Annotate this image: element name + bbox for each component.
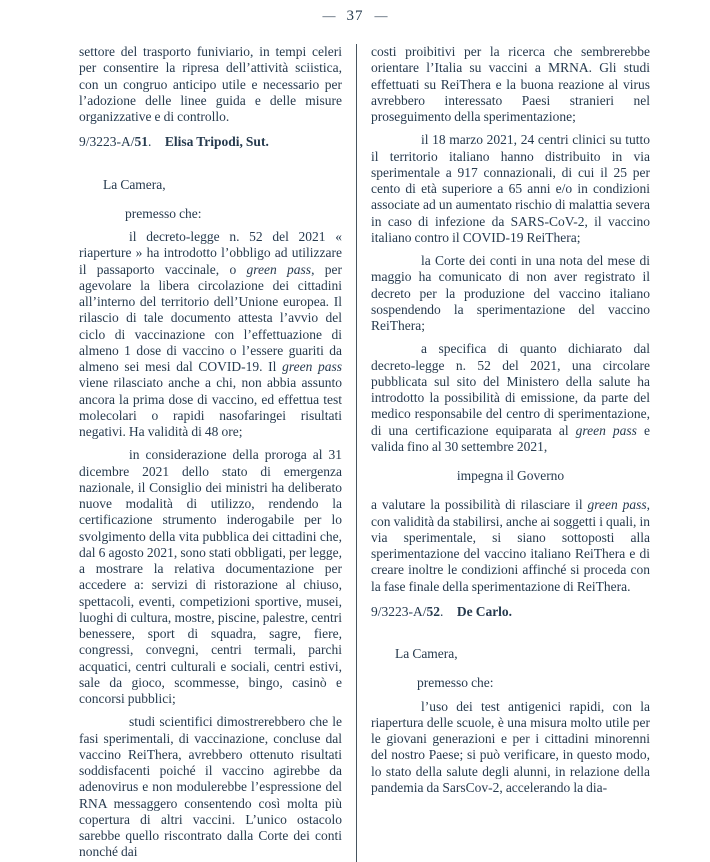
italic-text-run: green pass: [282, 359, 342, 374]
bold-text-run: 51: [134, 134, 148, 150]
column-divider: [356, 44, 357, 862]
text-run: 9/3223-A/: [79, 134, 135, 150]
text-run: e valida fino al 30 settembre 2021,: [371, 422, 650, 454]
paragraph: [371, 699, 650, 797]
paragraph: [371, 341, 650, 455]
text-run: impegna il Governo: [456, 468, 565, 483]
text-run: settore del trasporto funiviario, in tempi celeri per consentire la ripresa dell’attività sciistica, con un congruo anticipo utile e necessario per l’adozione delle linee guida e delle misure organizzative e di controllo.: [79, 44, 342, 124]
premesso-heading: [371, 675, 650, 691]
page-header: [0, 8, 710, 25]
text-run: il 18 marzo 2021, 24 centri clinici su tutto il territorio italiano hanno distribuito in via sperimentale a 917 connazionali, di cui il 25 per cento di età superiore a 65 anni e/o in condizioni associate ad un aumentato rischio di malattia severa in caso di infezione da SARS-CoV-2, il vaccino italiano contro il COVID-19 ReiThera;: [371, 132, 650, 245]
text-run: , per agevolare la libera circolazione dei cittadini all’interno del territorio dell’Unione europea. Il rilascio di tale documento attesta l’avvio del ciclo di vaccinazione con l’effettuazione di almeno 1 dose di vaccino o l’essere guariti da almeno sei mesi dal COVID-19. Il: [79, 261, 342, 374]
italic-text-run: green pass: [246, 261, 312, 277]
text-run: premesso che:: [417, 675, 494, 691]
text-run: studi scientifici dimostrerebbero che le fasi sperimentali, di vaccinazione, concluse dal vaccino ReiThera, avrebbero ottenuto risultati soddisfacenti poiché il vaccino agirebbe da adenovirus e non modulerebbe l’espressione del RNA messaggero consentendo così molta più copertura di altri vaccini. L’unico ostacolo sarebbe quello riscontrato dalla Corte dei conti nonché dai: [79, 714, 342, 860]
header-dash-left: —: [322, 7, 336, 23]
paragraph: [79, 447, 342, 707]
right-column: [371, 44, 650, 862]
impegna-heading: [371, 468, 650, 484]
text-run: il decreto-legge n. 52 del 2021 « riaperture » ha introdotto l’obbligo ad utilizzare il passaporto vaccinale, o: [79, 229, 342, 277]
text-run: a valutare la possibilità di rilasciare il: [371, 497, 588, 513]
two-column-text-area: [79, 44, 650, 862]
camera-heading: [371, 646, 650, 662]
text-run: 9/3223-A/: [371, 603, 427, 619]
paragraph: [371, 253, 650, 334]
text-run: costi proibitivi per la ricerca che sembrerebbe orientare l’Italia su vaccini a MRNA. Gli studi effettuati su ReiThera e la buona reazione al virus avrebbero interessato Paesi stranieri nel proseguimento della sperimentazione;: [371, 44, 650, 124]
page-number: 37: [346, 8, 364, 24]
bold-text-run: De Carlo.: [456, 603, 513, 619]
text-run: a specifica di quanto dichiarato dal decreto-legge n. 52 del 2021, una circolare pubblicata sul sito del Ministero della salute ha introdotto la possibilità di emissione, da parte del medico responsabile del centro di sperimentazione, di una certificazione equiparata al: [371, 341, 650, 438]
signature-line: [79, 134, 342, 150]
premesso-heading: [79, 206, 342, 222]
bold-text-run: 52: [426, 603, 440, 619]
text-run: in considerazione della proroga al 31 dicembre 2021 dello stato di emergenza nazionale, il Consiglio dei ministri ha deliberato nuove modalità di utilizzo, rendendo la certificazione strumento inderogabile per lo svolgimento della vita pubblica dei cittadini che, dal 6 agosto 2021, sono stati obbligati, per legge, a mostrare la relativa documentazione per accedere a: servizi di ristorazione al chiuso, spettacoli, eventi, competizioni sportive, musei, luoghi di cultura, mostre, piscine, palestre, centri benessere, sport di squadra, sagre, fiere, congressi, convegni, centri termali, parchi acquatici, centri culturali e sociali, centri estivi, sale da gioco, scommesse, bingo, casinò e concorsi pubblici;: [79, 447, 342, 706]
text-run: viene rilasciato anche a chi, non abbia assunto ancora la prima dose di vaccino, ed effettua test molecolari o rapidi nasofaringei risultati negativi. Ha validità di 48 ore;: [79, 375, 342, 439]
text-run: la Corte dei conti in una nota del mese di maggio ha comunicato di non aver registrato il decreto per la produzione del vaccino italiano sospendendo la sperimentazione del vaccino ReiThera;: [371, 253, 650, 333]
text-run: , con validità da stabilirsi, anche ai soggetti i quali, in via sperimentale, si siano sottoposti alla sperimentazione del vaccino italiano ReiThera e di creare inoltre le condizioni affinché si proceda con la fase finale della sperimentazione di ReiThera.: [371, 497, 651, 594]
bold-text-run: Elisa Tripodi, Sut.: [164, 134, 269, 150]
italic-text-run: green pass: [587, 497, 647, 513]
paragraph-continuation: [79, 44, 342, 125]
text-run: La Camera,: [103, 176, 166, 192]
text-run: l’uso dei test antigenici rapidi, con la riapertura delle scuole, è una misura molto utile per le giovani generazioni e per i cittadini minorenni del nostro Paese; si può verificare, in questo modo, lo stato della salute degli alunni, in relazione della pandemia da SarsCov-2, accelerando la dia-: [371, 698, 650, 795]
header-dash-right: —: [374, 7, 388, 23]
paragraph: [371, 497, 650, 595]
paragraph: [79, 229, 342, 440]
text-run: .: [440, 603, 457, 619]
signature-line: [371, 604, 650, 620]
left-column: [79, 44, 342, 862]
paragraph: [79, 714, 342, 860]
camera-heading: [79, 177, 342, 193]
text-run: premesso che:: [125, 205, 202, 221]
paragraph-continuation: [371, 44, 650, 125]
paragraph: [371, 132, 650, 246]
text-run: .: [148, 134, 165, 150]
text-run: La Camera,: [395, 646, 458, 661]
italic-text-run: green pass: [575, 422, 637, 438]
